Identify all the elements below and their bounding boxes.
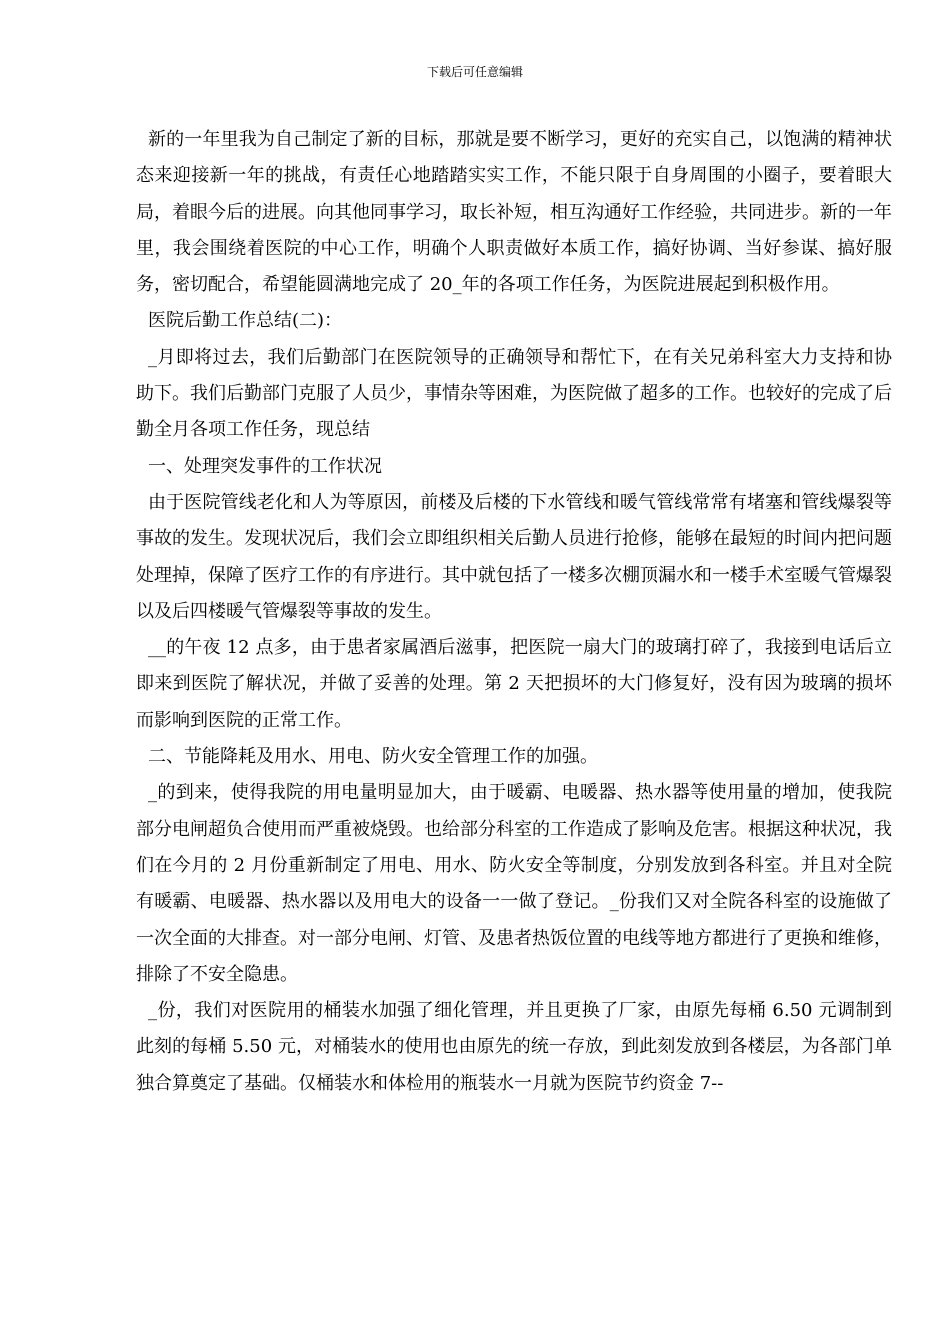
paragraph-new-year-goals: 新的一年里我为自己制定了新的目标，那就是要不断学习，更好的充实自己，以饱满的精神状态来迎接新一年的挑战，有责任心地踏踏实实工作，不能只限于自身周围的小圈子，要着眼大局，着眼今后的进展。向其他同事学习，取长补短，相互沟通好工作经验，共同进步。新的一年里，我会围绕着医院的中心工作，明确个人职责做好本质工作，搞好协调、当好参谋、搞好服务，密切配合，希望能圆满地完成了 20_年的各项工作任务，为医院进展起到积极作用。 xyxy=(136,129,892,296)
heading-emergency-handling: 一、处理突发事件的工作状况 xyxy=(148,455,382,477)
paragraph-month-summary: _月即将过去，我们后勤部门在医院领导的正确领导和帮忙下，在有关兄弟科室大力支持和协助下。我们后勤部门克服了人员少，事情杂等困难，为医院做了超多的工作。也较好的完成了后勤全月各项工作任务，现总结 xyxy=(136,346,892,441)
paragraph-pipeline-incidents: 由于医院管线老化和人为等原因，前楼及后楼的下水管线和暖气管线常常有堵塞和管线爆裂等事故的发生。发现状况后，我们会立即组织相关后勤人员进行抢修，能够在最短的时间内把问题处理掉，保障了医疗工作的有序进行。其中就包括了一楼多次棚顶漏水和一楼手术室暖气管爆裂以及后四楼暖气管爆裂等事故的发生。 xyxy=(136,491,892,622)
paragraph-bottled-water: _份，我们对医院用的桶装水加强了细化管理，并且更换了厂家，由原先每桶 6.50 元调制到此刻的每桶 5.50 元，对桶装水的使用也由原先的统一存放，到此刻发放到各楼层，为各部门单独合算奠定了基础。仅桶装水和体检用的瓶装水一月就为医院节约资金 7-- xyxy=(136,1000,892,1094)
heading-energy-safety: 二、节能降耗及用水、用电、防火安全管理工作的加强。 xyxy=(148,746,598,768)
paragraph-midnight-incident: __的午夜 12 点多，由于患者家属酒后滋事，把医院一扇大门的玻璃打碎了，我接到电话后立即来到医院了解状况，并做了妥善的处理。第 2 天把损坏的大门修复好，没有因为玻璃的损坏而影响到医院的正常工作。 xyxy=(136,637,892,731)
paragraph-electricity-management: _的到来，使得我院的用电量明显加大，由于暖霸、电暖器、热水器等使用量的增加，使我院部分电闸超负合使用而严重被烧毁。也给部分科室的工作造成了影响及危害。根据这种状况，我们在今月的 2 月份重新制定了用电、用水、防火安全等制度，分别发放到各科室。并且对全院有暖霸、电暖器、热水器以及用电大的设备一一做了登记。_份我们又对全院各科室的设施做了一次全面的大排查。对一部分电闸、灯管、及患者热饭位置的电线等地方都进行了更换和维修，排除了不安全隐患。 xyxy=(136,782,892,985)
document-body xyxy=(136,122,892,1102)
page-header-note: 下载后可任意编辑 xyxy=(426,65,523,79)
section-title-summary-two: 医院后勤工作总结(二)： xyxy=(148,310,343,332)
